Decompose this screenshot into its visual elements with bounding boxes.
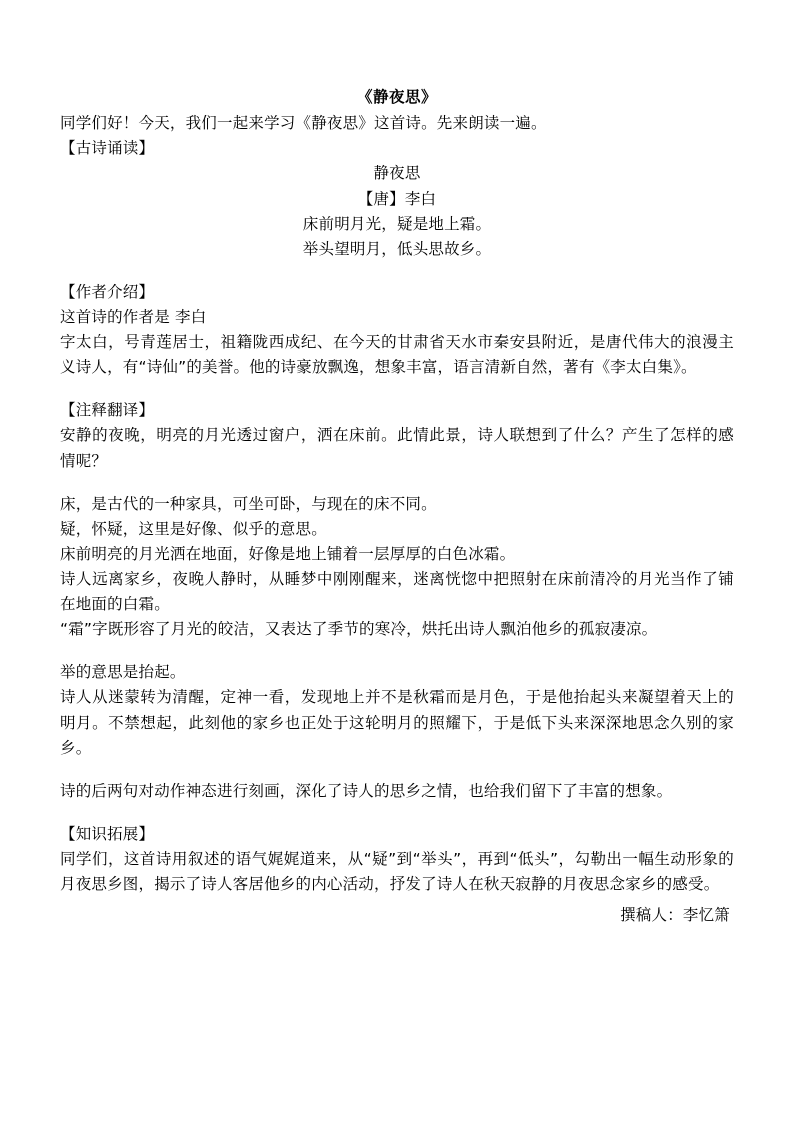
notes-line: 床，是古代的一种家具，可坐可卧，与现在的床不同。	[60, 494, 437, 513]
spacer	[60, 642, 734, 660]
author-line: 这首诗的作者是 李白	[60, 308, 207, 327]
spacer	[60, 474, 734, 492]
poem-block	[60, 161, 734, 261]
notes-intro: 安静的夜晚，明亮的月光透过窗户，洒在床前。此情此景，诗人联想到了什么？产生了怎样的感情呢？	[60, 426, 734, 470]
intro-paragraph: 同学们好！今天，我们一起来学习《静夜思》这首诗。先来朗读一遍。	[60, 114, 547, 133]
poem-author: 【唐】李白	[357, 189, 437, 208]
notes-line: 诗人从迷蒙转为清醒，定神一看，发现地上并不是秋霜而是月色，于是他抬起头来凝望着天上的明月。不禁想起，此刻他的家乡也正处于这轮明月的照耀下，于是低下头来深深地思念久别的家乡。	[60, 688, 734, 757]
notes-line: “霜”字既形容了月光的皎洁，又表达了季节的寒冷，烘托出诗人飘泊他乡的孤寂凄凉。	[60, 620, 658, 639]
notes-line: 举的意思是抬起。	[60, 663, 186, 682]
spacer	[60, 262, 734, 280]
spacer	[60, 380, 734, 398]
notes-line: 诗的后两句对动作神态进行刻画，深化了诗人的思乡之情，也给我们留下了丰富的想象。	[60, 781, 673, 800]
section-heading-recite: 【古诗诵读】	[60, 139, 155, 158]
poem-line: 举头望明月，低头思故乡。	[302, 239, 492, 258]
page-title: 《静夜思》	[356, 88, 437, 106]
notes-line: 诗人远离家乡，夜晚人静时，从睡梦中刚刚醒来，迷离恍惚中把照射在床前清冷的月光当作了铺在地面的白霜。	[60, 570, 734, 614]
section-heading-author: 【作者介绍】	[60, 282, 155, 301]
spacer	[60, 804, 734, 822]
section-heading-extend: 【知识拓展】	[60, 824, 155, 843]
notes-line: 床前明亮的月光洒在地面，好像是地上铺着一层厚厚的白色冰霜。	[60, 544, 516, 563]
extend-text: 同学们，这首诗用叙述的语气娓娓道来，从“疑”到“举头”，再到“低头”，勾勒出一幅生动形象的月夜思乡图，揭示了诗人客居他乡的内心活动，抒发了诗人在秋天寂静的月夜思念家乡的感受。	[60, 849, 734, 894]
notes-line: 疑，怀疑，这里是好像、似乎的意思。	[60, 519, 327, 538]
author-signature: 撰稿人：李忆箫	[620, 906, 730, 925]
author-bio: 字太白，号青莲居士，祖籍陇西成纪、在今天的甘肃省天水市秦安县附近，是唐代伟大的浪漫主义诗人，有“诗仙”的美誉。他的诗豪放飘逸，想象丰富，语言清新自然，著有《李太白集》。	[60, 333, 734, 377]
poem-title: 静夜思	[373, 164, 421, 183]
spacer	[60, 761, 734, 779]
poem-line: 床前明月光，疑是地上霜。	[302, 214, 492, 233]
section-heading-notes: 【注释翻译】	[60, 401, 155, 420]
